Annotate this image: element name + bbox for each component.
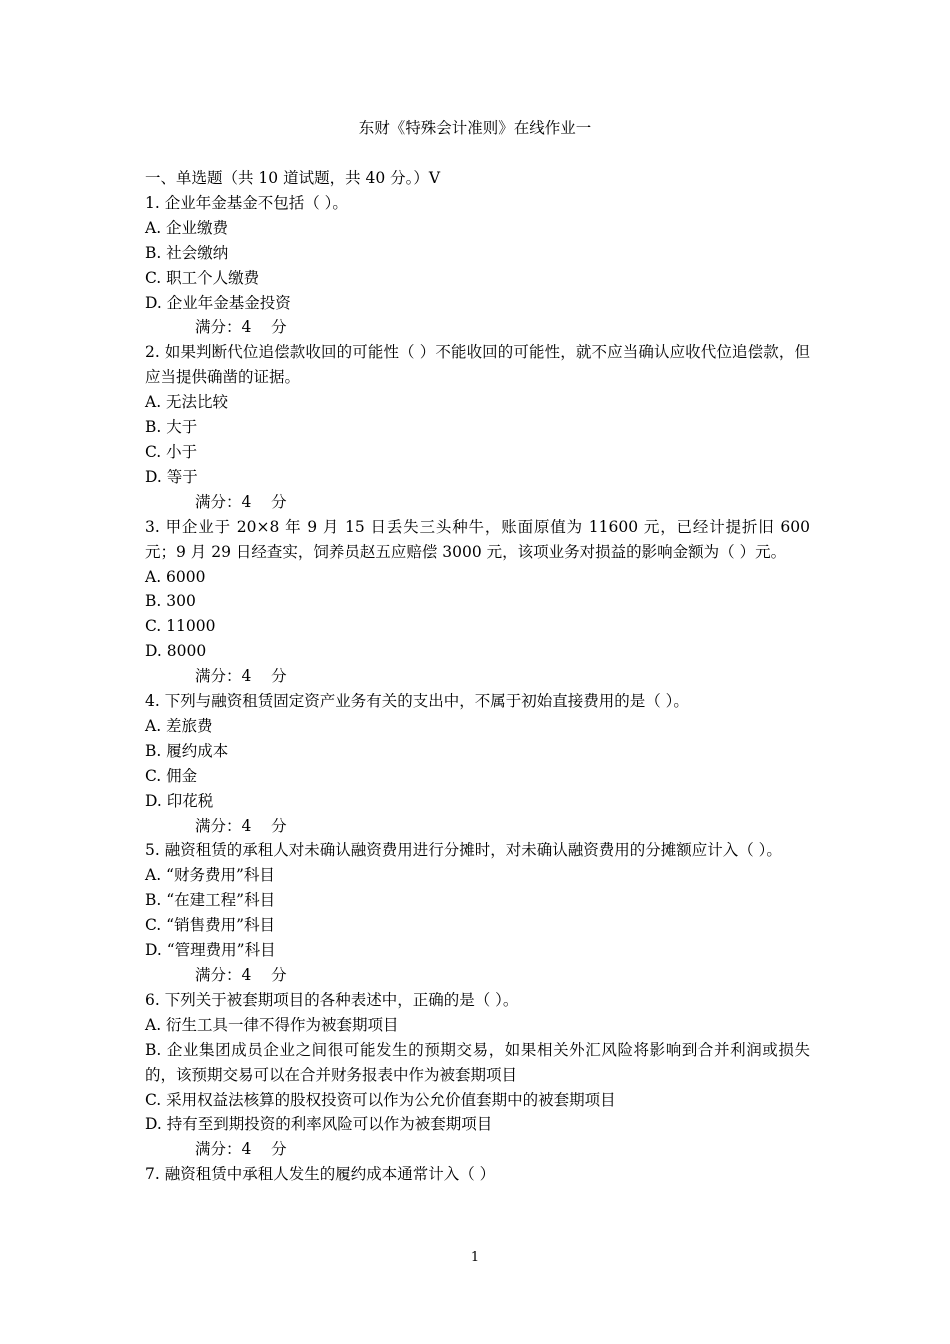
question-score: 满分：4 分 (195, 1140, 287, 1159)
option-b: B. 大于 (145, 418, 198, 437)
question-score: 满分：4 分 (195, 492, 287, 511)
option-b: B. 履约成本 (145, 741, 229, 760)
option-b: B. “在建工程”科目 (145, 891, 276, 910)
question-2 (145, 340, 810, 514)
question-4 (145, 689, 810, 838)
option-a: A. 6000 (145, 567, 206, 586)
option-c: C. 11000 (145, 617, 216, 636)
option-d: D. “管理费用”科目 (145, 941, 276, 960)
option-a: A. 差旅费 (145, 716, 213, 735)
option-b: B. 300 (145, 592, 196, 611)
question-score: 满分：4 分 (195, 667, 287, 686)
question-stem: 4. 下列与融资租赁固定资产业务有关的支出中，不属于初始直接费用的是（ ）。 (145, 692, 689, 711)
question-score: 满分：4 分 (195, 966, 287, 984)
question-5 (145, 838, 810, 987)
question-6 (145, 988, 810, 1162)
question-score: 满分：4 分 (195, 816, 287, 835)
question-stem: 1. 企业年金基金不包括（ ）。 (145, 193, 348, 212)
question-1 (145, 191, 810, 340)
question-stem: 2. 如果判断代位追偿款收回的可能性（ ）不能收回的可能性，就不应当确认应收代位追偿款，但应当提供确凿的证据。 (145, 343, 810, 387)
option-a: A. 无法比较 (145, 393, 229, 412)
question-3 (145, 515, 810, 689)
option-c: C. 采用权益法核算的股权投资可以作为公允价值套期中的被套期项目 (145, 1090, 616, 1109)
question-stem: 7. 融资租赁中承租人发生的履约成本通常计入（ ） (145, 1165, 496, 1184)
option-c: C. 职工个人缴费 (145, 268, 260, 287)
option-d: D. 等于 (145, 467, 198, 486)
question-stem: 3. 甲企业于 20×8 年 9 月 15 日丢失三头种牛，账面原值为 11600 元，已经计提折旧 600 元；9 月 29 日经查实，饲养员赵五应赔偿 3000 元，该项业务对损益的影响金额为（ ）元。 (145, 517, 810, 561)
option-a: A. “财务费用”科目 (145, 866, 275, 885)
option-d: D. 企业年金基金投资 (145, 293, 291, 312)
option-c: C. 小于 (145, 442, 198, 461)
question-score: 满分：4 分 (195, 318, 287, 337)
question-list (145, 166, 810, 1187)
option-b: B. 社会缴纳 (145, 243, 229, 262)
document-title: 东财《特殊会计准则》在线作业一 (358, 119, 592, 137)
option-d: D. 8000 (145, 642, 207, 661)
section-heading: 一、单选题（共 10 道试题，共 40 分。）V (145, 169, 441, 187)
option-a: A. 衍生工具一律不得作为被套期项目 (145, 1015, 399, 1034)
option-d: D. 印花税 (145, 791, 214, 810)
option-c: C. “销售费用”科目 (145, 916, 276, 935)
option-b: B. 企业集团成员企业之间很可能发生的预期交易，如果相关外汇风险将影响到合并利润或损失的，该预期交易可以在合并财务报表中作为被套期项目 (145, 1040, 810, 1084)
option-d: D. 持有至到期投资的利率风险可以作为被套期项目 (145, 1115, 493, 1134)
page-number: 1 (470, 1250, 480, 1265)
question-stem: 5. 融资租赁的承租人对未确认融资费用进行分摊时，对未确认融资费用的分摊额应计入（ ）。 (145, 841, 782, 860)
option-c: C. 佣金 (145, 766, 198, 785)
question-stem: 6. 下列关于被套期项目的各种表述中，正确的是（ ）。 (145, 990, 519, 1009)
option-a: A. 企业缴费 (145, 218, 229, 237)
question-7 (145, 1162, 810, 1187)
